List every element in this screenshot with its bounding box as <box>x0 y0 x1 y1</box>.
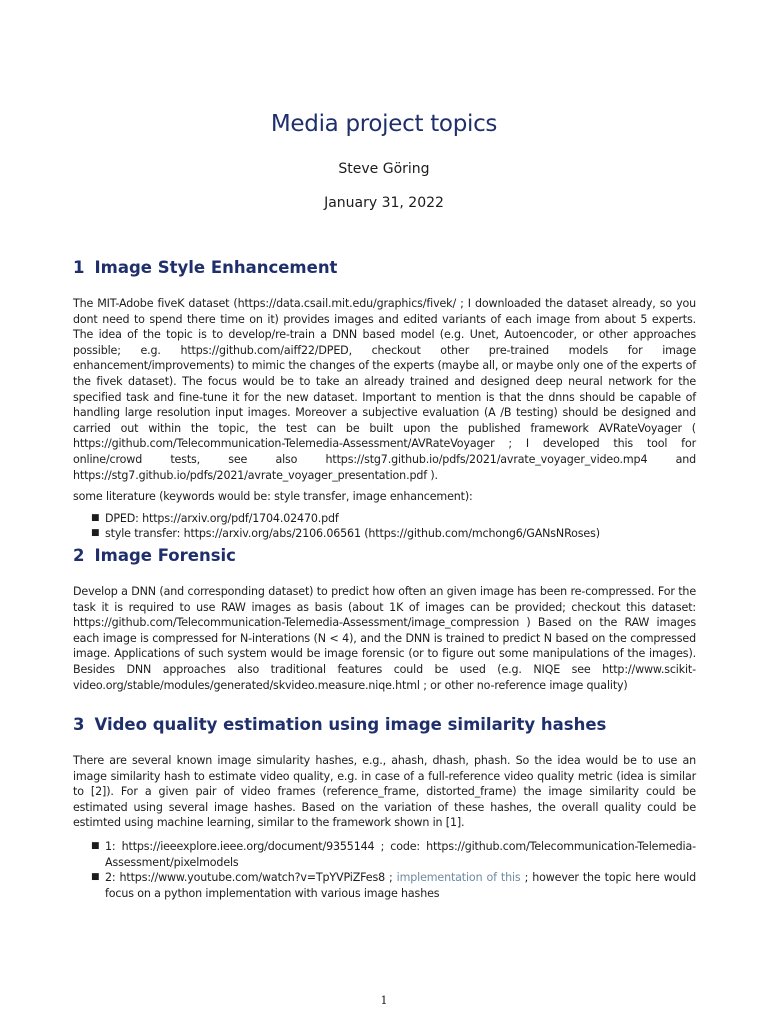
bullet-icon: ■ <box>91 512 100 523</box>
section-number: 1 <box>73 258 85 277</box>
section-video-quality-hashes <box>73 715 696 901</box>
document-title: Media project topics <box>270 111 498 137</box>
section-title: Image Style Enhancement <box>94 258 338 277</box>
section-image-style-enhancement <box>73 258 696 542</box>
section-paragraph: The MIT-Adobe fiveK dataset (https://data.csail.mit.edu/graphics/fivek/ ; I downloaded the dataset already, so you dont need to spend there time on it) provides images and edited variants of each image from about 5 experts. The idea of the topic is to develop/re-train a DNN based model (e.g. Unet, Autoencoder, or other approaches possible; e.g. https://github.com/aiff22/DPED, checkout other pre-trained models for image enhancement/improvements) to mimic the changes of the experts (maybe all, or maybe only one of the experts of the fivek dataset). The focus would be to take an already trained and designed deep neural network for the specified task and fine-tune it for the new dataset. Important to mention is that the dnns should be capable of handling large resolution input images. Moreover a subjective evaluation (A /B testing) should be designed and carried out within the topic, the test can be built upon the published framework AVRateVoyager ( https://github.com/Telecommunication-Telemedia-Assessment/AVRateVoyager ; I developed this tool for online/crowd tests, see also https://stg7.github.io/pdfs/2021/avrate_voyager_video.mp4 and https://stg7.github.io/pdfs/2021/avrate_voyager_presentation.pdf ). <box>73 297 696 482</box>
list-item: ■ 1: https://ieeexplore.ieee.org/document/9355144 ; code: https://github.com/Telecommunication-Telemedia-Assessment/pixelmodels <box>91 839 696 869</box>
implementation-link[interactable]: implementation of this <box>396 871 521 885</box>
list-item: ■ 2: https://www.youtube.com/watch?v=TpYVPiZFes8 ; implementation of this ; however the topic here would focus on a python implementation with various image hashes <box>91 871 696 900</box>
section-image-forensic <box>73 546 696 693</box>
reference-list <box>73 839 696 901</box>
literature-list <box>73 511 696 542</box>
list-item: ■ style transfer: https://arxiv.org/abs/2106.06561 (https://github.com/mchong6/GANsNRoses) <box>91 527 600 541</box>
section-heading <box>73 546 696 566</box>
section-title: Video quality estimation using image similarity hashes <box>94 715 607 734</box>
section-heading <box>73 258 696 278</box>
section-title: Image Forensic <box>94 546 236 565</box>
bullet-icon: ■ <box>91 528 100 539</box>
list-item: ■ DPED: https://arxiv.org/pdf/1704.02470.pdf <box>91 511 339 525</box>
literature-intro: some literature (keywords would be: style transfer, image enhancement): <box>73 490 473 504</box>
section-number: 3 <box>73 715 85 734</box>
page-number: 1 <box>380 994 388 1007</box>
document-date: January 31, 2022 <box>324 195 444 211</box>
section-heading <box>73 715 696 735</box>
section-paragraph: Develop a DNN (and corresponding dataset) to predict how often an given image has been re-compressed. For the task it is required to use RAW images as basis (about 1K of images can be provided; checkout this dataset: https://github.com/Telecommunication-Telemedia-Assessment/image_compression ) Based on the RAW images each image is compressed for N-interations (N < 4), and the DNN is trained to predict N based on the compressed image. Applications of such system would be image forensic (or to figure out some manipulations of the images). Besides DNN approaches also traditional features could be used (e.g. NIQE see http://www.scikit-video.org/stable/modules/generated/skvideo.measure.niqe.html ; or other no-reference image quality) <box>73 585 696 692</box>
document-author: Steve Göring <box>338 161 430 177</box>
section-number: 2 <box>73 546 85 565</box>
section-paragraph: There are several known image simularity hashes, e.g., ahash, dhash, phash. So the idea would be to use an image similarity hash to estimate video quality, e.g. in case of a full-reference video quality metric (idea is similar to [2]). For a given pair of video frames (reference_frame, distorted_frame) the image similarity could be estimated using several image hashes. Based on the variation of these hashes, the overall quality could be estimted using machine learning, similar to the framework shown in [1]. <box>73 754 696 830</box>
bullet-icon: ■ <box>91 872 100 883</box>
bullet-icon: ■ <box>91 840 100 851</box>
